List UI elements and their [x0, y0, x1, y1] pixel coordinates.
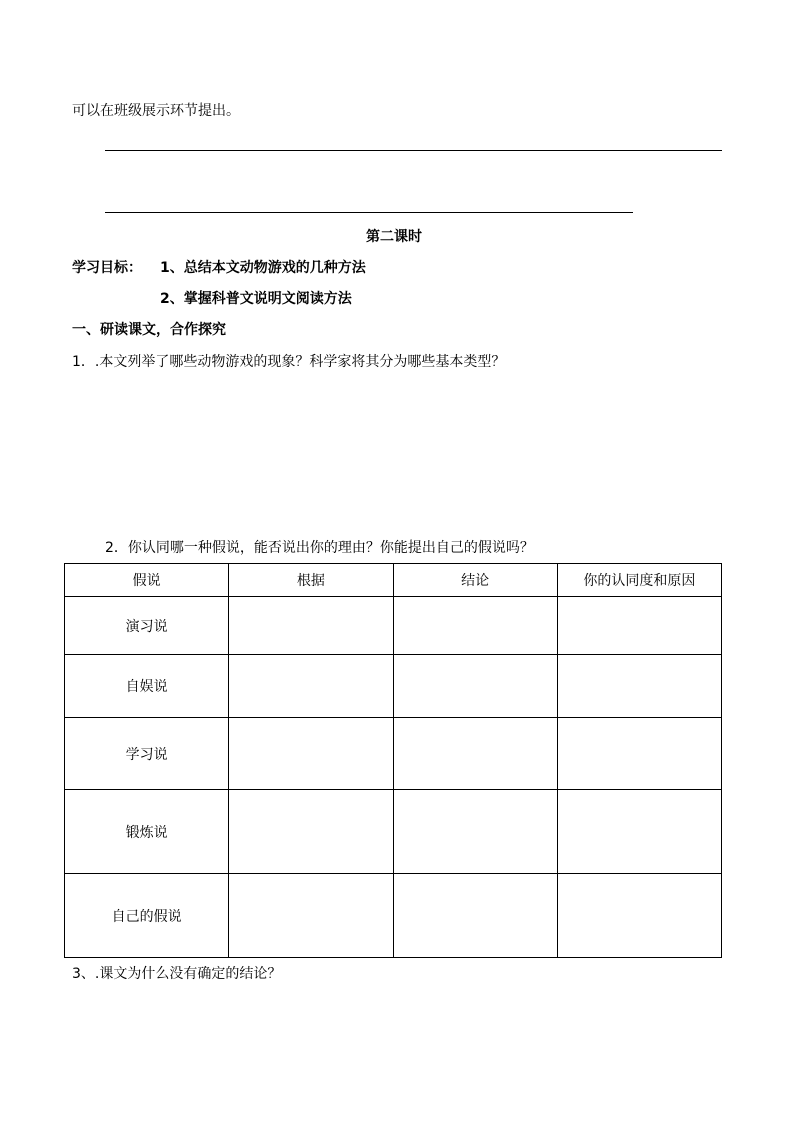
table-row: [65, 790, 722, 874]
hypothesis-table: [64, 563, 722, 958]
objective-item-1: 1、总结本文动物游戏的几种方法: [160, 260, 366, 276]
agreement-cell[interactable]: [557, 597, 721, 655]
intro-line: 可以在班级展示环节提出。: [72, 103, 240, 119]
agreement-cell[interactable]: [557, 790, 721, 874]
row-label: 锻炼说: [65, 790, 229, 874]
header-agreement: 你的认同度和原因: [557, 564, 721, 597]
table-row: [65, 718, 722, 790]
conclusion-cell[interactable]: [393, 718, 557, 790]
conclusion-cell[interactable]: [393, 790, 557, 874]
conclusion-cell[interactable]: [393, 874, 557, 958]
question-1: 1．.本文列举了哪些动物游戏的现象？科学家将其分为哪些基本类型？: [72, 354, 506, 370]
row-label: 自己的假说: [65, 874, 229, 958]
table-row: [65, 655, 722, 718]
objectives-label: 学习目标：: [72, 260, 142, 276]
header-basis: 根据: [229, 564, 393, 597]
question-3: 3、.课文为什么没有确定的结论？: [72, 966, 282, 982]
basis-cell[interactable]: [229, 790, 393, 874]
objective-item-2: 2、掌握科普文说明文阅读方法: [160, 291, 352, 307]
table-row: [65, 874, 722, 958]
question-2: 2．你认同哪一种假说，能否说出你的理由？你能提出自己的假说吗？: [105, 540, 534, 556]
basis-cell[interactable]: [229, 655, 393, 718]
row-label: 自娱说: [65, 655, 229, 718]
row-label: 学习说: [65, 718, 229, 790]
lesson-title: 第二课时: [366, 229, 422, 245]
table-header-row: [65, 564, 722, 597]
section-heading: 一、研读课文，合作探究: [72, 322, 226, 338]
row-label: 演习说: [65, 597, 229, 655]
agreement-cell[interactable]: [557, 655, 721, 718]
conclusion-cell[interactable]: [393, 655, 557, 718]
answer-line-2: [105, 212, 633, 213]
basis-cell[interactable]: [229, 718, 393, 790]
conclusion-cell[interactable]: [393, 597, 557, 655]
header-conclusion: 结论: [393, 564, 557, 597]
agreement-cell[interactable]: [557, 874, 721, 958]
table-row: [65, 597, 722, 655]
basis-cell[interactable]: [229, 597, 393, 655]
basis-cell[interactable]: [229, 874, 393, 958]
answer-line-1: [105, 150, 722, 151]
header-hypothesis: 假说: [65, 564, 229, 597]
agreement-cell[interactable]: [557, 718, 721, 790]
